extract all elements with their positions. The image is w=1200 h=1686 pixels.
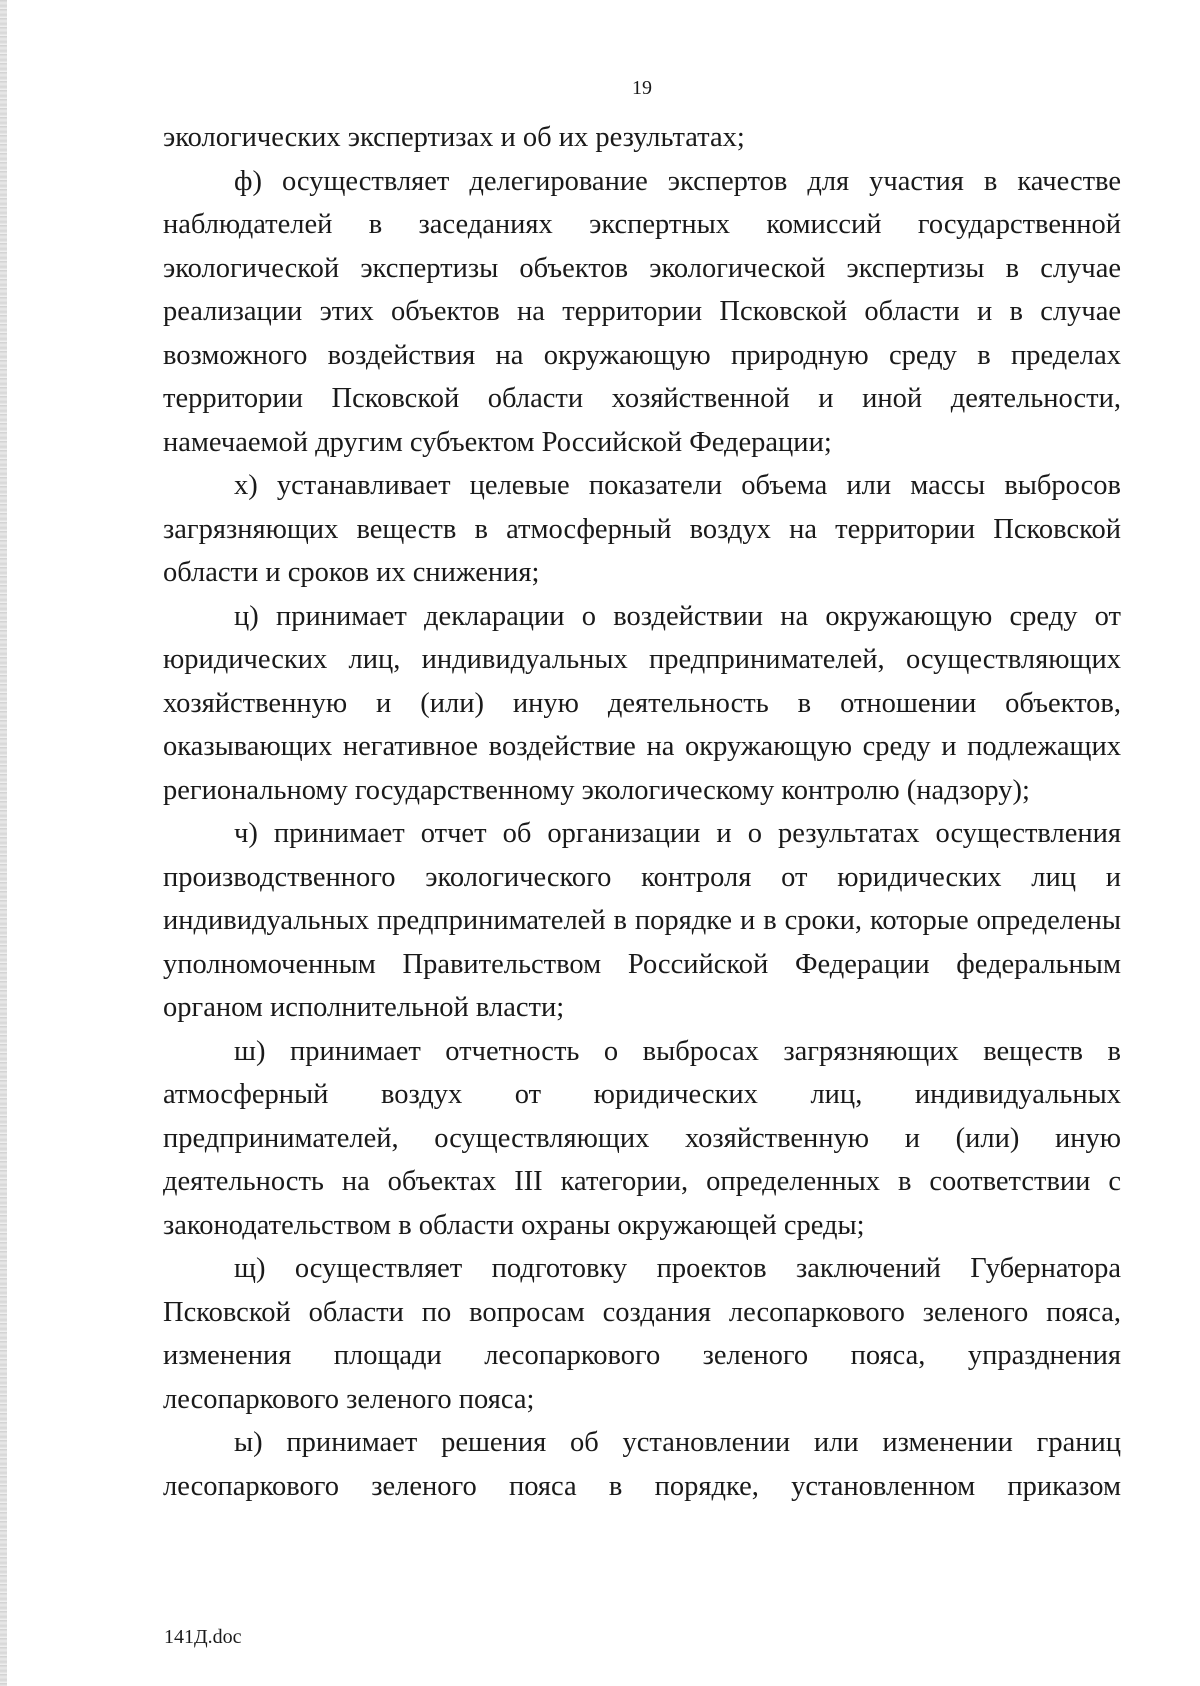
- paragraph-item-sh: ш) принимает отчетность о выбросах загрязняющих веществ в атмосферный воздух от юридических лиц, индивидуальных предпринимателей, осуществляющих хозяйственную и (или) иную деятельность на объектах III категории, определенных в соответствии с законодательством в области охраны окружающей среды;: [163, 1035, 1121, 1241]
- document-body: [163, 116, 1121, 1508]
- paragraph-item-kh: х) устанавливает целевые показатели объема или массы выбросов загрязняющих веществ в атмосферный воздух на территории Псковской области и сроков их снижения;: [163, 470, 1121, 588]
- document-file-code: 141Д.doc: [164, 1626, 242, 1648]
- paragraph-item-shch: щ) осуществляет подготовку проектов заключений Губернатора Псковской области по вопросам создания лесопаркового зеленого пояса, изменения площади лесопаркового зеленого пояса, упразднения лесопаркового зеленого пояса;: [163, 1253, 1121, 1415]
- paragraph-item-ch: ч) принимает отчет об организации и о результатах осуществления производственного экологического контроля от юридических лиц и индивидуальных предпринимателей в порядке и в сроки, которые определены уполномоченным Правительством Российской Федерации федеральным органом исполнительной власти;: [163, 818, 1121, 1023]
- paragraph-item-y: ы) принимает решения об установлении или изменении границ лесопаркового зеленого пояса в порядке, установленном приказом: [163, 1427, 1121, 1502]
- paragraph-item-f: ф) осуществляет делегирование экспертов для участия в качестве наблюдателей в заседаниях экспертных комиссий государственной экологической экспертизы объектов экологической экспертизы в случае реализации этих объектов на территории Псковской области и в случае возможного воздействия на окружающую природную среду в пределах территории Псковской области хозяйственной и иной деятельности, намечаемой другим субъектом Российской Федерации;: [163, 165, 1121, 458]
- page-number: 19: [632, 77, 652, 99]
- scan-edge: [0, 0, 7, 1686]
- paragraph-item-ts: ц) принимает декларации о воздействии на окружающую среду от юридических лиц, индивидуальных предпринимателей, осуществляющих хозяйственную и (или) иную деятельность в отношении объектов, оказывающих негативное воздействие на окружающую среду и подлежащих региональному государственному экологическому контролю (надзору);: [163, 600, 1121, 806]
- paragraph-continuation: экологических экспертизах и об их результатах;: [163, 122, 745, 153]
